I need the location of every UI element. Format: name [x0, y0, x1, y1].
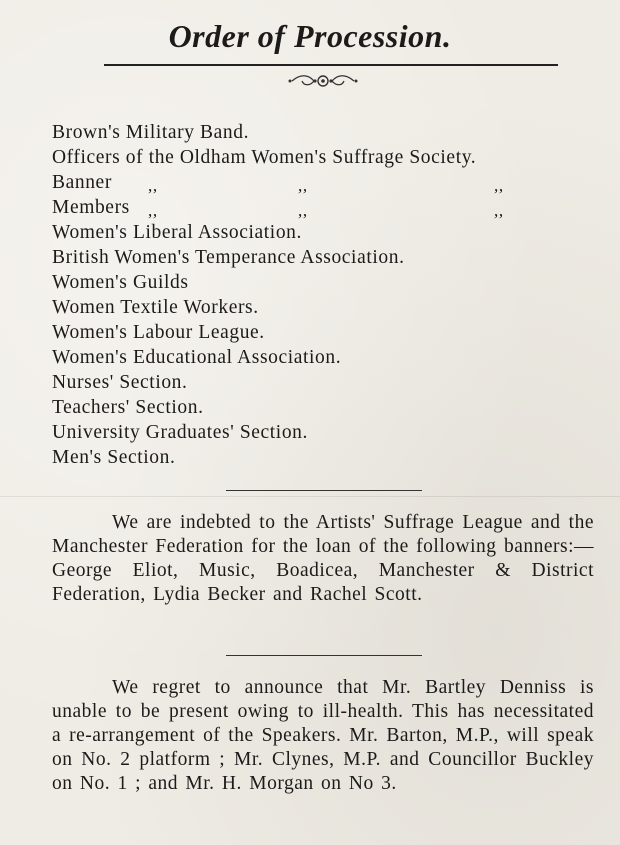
paper-fold-line: [0, 496, 620, 497]
procession-item: Women's Guilds: [52, 272, 189, 293]
procession-item: [52, 195, 608, 220]
title-underline: [104, 64, 558, 66]
ditto-mark: ,,: [298, 176, 308, 195]
speakers-paragraph: We regret to announce that Mr. Bartley Denniss is unable to be present owing to ill-health. This has necessitated a re-arrangement of the Speakers. Mr. Barton, M.P., will speak on No. 2 platform ; Mr. Clynes, M.P. and Councillor Buckley on No. 1 ; and Mr. H. Morgan on No 3.: [52, 677, 594, 794]
section-divider: [226, 490, 422, 491]
procession-item: Nurses' Section.: [52, 372, 188, 393]
ditto-mark: ,,: [298, 201, 308, 220]
ditto-mark: ,,: [148, 176, 158, 195]
flourish-ornament-icon: [288, 70, 358, 92]
procession-item: Women's Liberal Association.: [52, 222, 302, 243]
document-title: Order of Procession.: [168, 18, 452, 54]
procession-item: University Graduates' Section.: [52, 422, 308, 443]
procession-item: Officers of the Oldham Women's Suffrage Society.: [52, 147, 477, 168]
procession-item: Brown's Military Band.: [52, 122, 250, 143]
ditto-mark: ,,: [494, 176, 504, 195]
procession-item: Men's Section.: [52, 447, 176, 468]
procession-item: [52, 170, 608, 195]
procession-item: British Women's Temperance Association.: [52, 247, 405, 268]
procession-item: Women Textile Workers.: [52, 297, 259, 318]
banners-paragraph: We are indebted to the Artists' Suffrage League and the Manchester Federation for the loan of the following banners:—George Eliot, Music, Boadicea, Manchester & District Federation, Lydia Becker and Rachel Scott.: [52, 512, 594, 605]
ditto-mark: ,,: [148, 201, 158, 220]
procession-list: [52, 120, 608, 470]
procession-item: Women's Labour League.: [52, 322, 265, 343]
procession-item-label: Members: [52, 197, 130, 218]
procession-item: Teachers' Section.: [52, 397, 204, 418]
procession-item: Women's Educational Association.: [52, 347, 342, 368]
procession-item-label: Banner: [52, 172, 112, 193]
section-divider: [226, 655, 422, 656]
ditto-mark: ,,: [494, 201, 504, 220]
